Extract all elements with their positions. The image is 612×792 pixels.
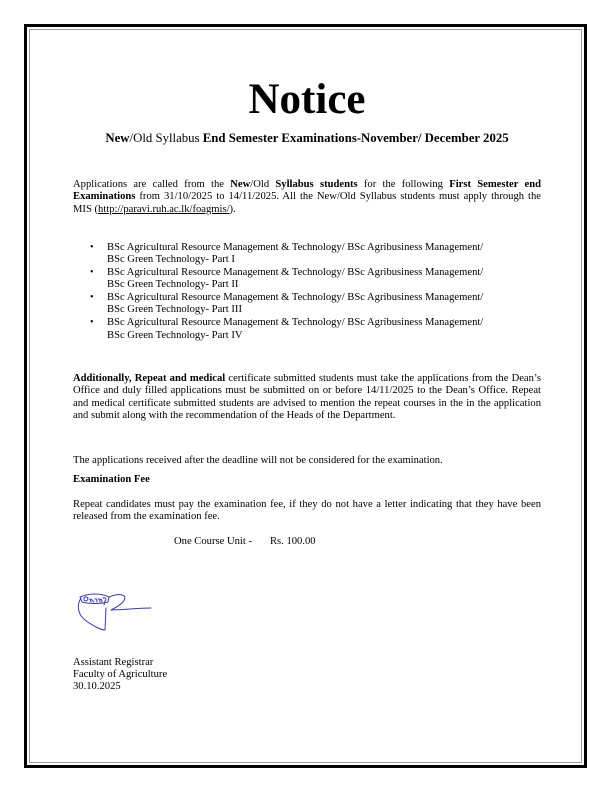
bullet-icon: • (90, 242, 94, 253)
course-text: BSc Agricultural Resource Management & Technology/ BSc Agribusiness Management/ BSc Green Technology- Part I (107, 242, 484, 266)
subtitle-new: New (105, 131, 130, 145)
intro-text: Applications are called from the (73, 179, 231, 190)
subtitle-old-syllabus: /Old Syllabus (129, 131, 203, 145)
intro-text: /Old (250, 179, 276, 190)
signature-tail (109, 595, 151, 610)
deadline-note: The applications received after the deadline will not be considered for the examination. (73, 455, 443, 466)
intro-text: ). (229, 203, 236, 215)
course-list (73, 242, 503, 342)
course-item (73, 317, 503, 342)
course-item (73, 242, 503, 267)
notice-subtitle (63, 131, 551, 146)
signoff-date: 30.10.2025 (73, 681, 121, 692)
fee-line (174, 536, 316, 548)
fee-unit-label: One Course Unit - (174, 536, 252, 547)
course-text: BSc Agricultural Resource Management & Technology/ BSc Agribusiness Management/ BSc Green Technology- Part IV (107, 317, 484, 341)
intro-paragraph (73, 179, 541, 216)
signature-icon (75, 590, 155, 632)
repeat-medical-paragraph (73, 373, 541, 422)
repeat-text: certificate submitted students must take the applications from the Dean’s Office and duly filled applications must be submitted on or before 14/11/2025 to the Dean’s Office. Repeat and medical certificate submitted students are advised to mention the repeat courses in the in the application and submit along with the recommendation of the Heads of the Department. (73, 373, 541, 421)
mis-link[interactable]: http://paravi.ruh.ac.lk/foagmis/ (98, 203, 230, 215)
intro-text: from 31/10/2025 to 14/11/2025. All the New/Old Syllabus students must apply through the MIS ( (73, 191, 541, 215)
course-text: BSc Agricultural Resource Management & Technology/ BSc Agribusiness Management/ BSc Green Technology- Part III (107, 292, 484, 316)
intro-bold-syllabus: Syllabus students (275, 179, 358, 190)
intro-bold-exam: First Semester end Examinations (73, 179, 541, 203)
bullet-icon: • (90, 292, 94, 304)
course-text: BSc Agricultural Resource Management & Technology/ BSc Agribusiness Management/ BSc Green Technology- Part II (107, 267, 484, 291)
signoff-department: Faculty of Agriculture (73, 669, 168, 680)
bullet-icon: • (90, 267, 94, 279)
intro-text: for the following (357, 179, 450, 190)
signoff-block (73, 657, 167, 693)
fee-amount: Rs. 100.00 (269, 536, 316, 547)
fee-heading: Examination Fee (73, 474, 150, 485)
subtitle-exam-name: End Semester Examinations-November/ December 2025 (202, 131, 509, 145)
intro-bold-new: New (230, 179, 251, 190)
course-item (73, 292, 503, 317)
fee-description: Repeat candidates must pay the examination fee, if they do not have a letter indicating that they have been released from the examination fee. (73, 499, 541, 523)
course-item (73, 267, 503, 292)
bullet-icon: • (90, 317, 94, 329)
notice-title: Notice (248, 76, 366, 123)
signoff-position: Assistant Registrar (73, 657, 154, 668)
repeat-bold-lead: Additionally, Repeat and medical (73, 373, 226, 384)
